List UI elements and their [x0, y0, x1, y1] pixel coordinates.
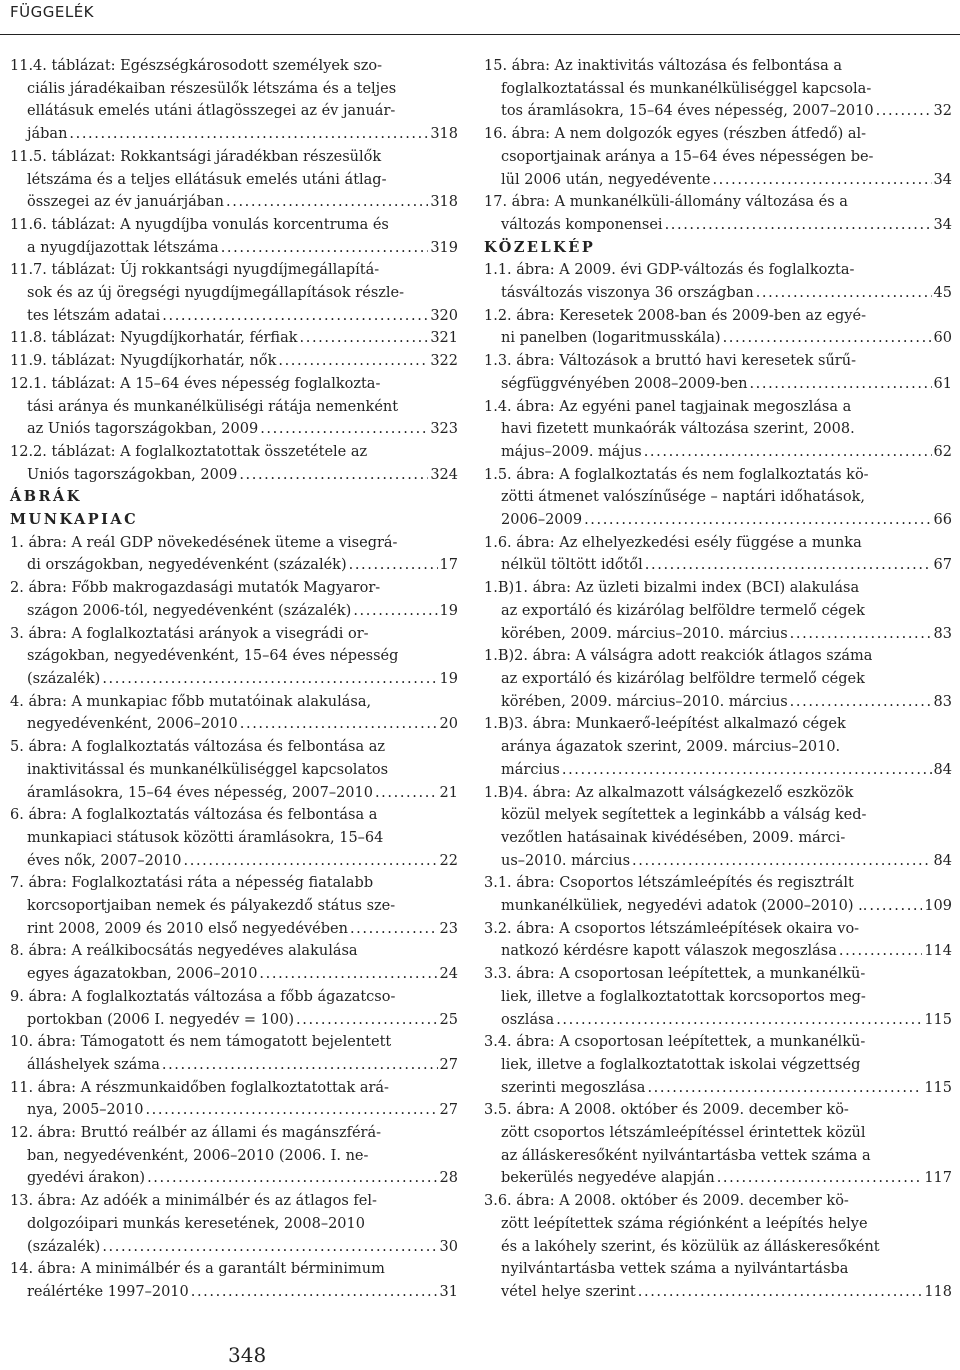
toc-entry-text: az exportáló és kizárólag belföldre termelő cégek	[501, 602, 865, 619]
dot-leader	[638, 1281, 923, 1304]
toc-page-number: 320	[430, 307, 458, 324]
toc-entry[interactable]	[10, 55, 458, 146]
toc-entry[interactable]	[484, 963, 952, 1031]
toc-entry[interactable]	[10, 736, 458, 804]
toc-entry[interactable]	[484, 645, 952, 713]
toc-entry-text: 9. ábra: A foglalkoztatás változása a főbb ágazatcso-	[10, 988, 396, 1005]
toc-entry[interactable]	[484, 1190, 952, 1304]
toc-entry[interactable]	[484, 713, 952, 781]
toc-heading: ÁBRÁK	[10, 488, 82, 506]
toc-page-number: 83	[933, 693, 952, 710]
toc-entry-text: 3.3. ábra: A csoportosan leépítettek, a munkanélkü-	[484, 966, 866, 983]
section-label: FÜGGELÉK	[10, 3, 95, 21]
toc-page-number: 60	[933, 330, 952, 347]
toc-entry-text: 2006–2009	[501, 512, 583, 529]
toc-page-number: 67	[933, 557, 952, 574]
toc-page-number: 324	[430, 466, 458, 483]
toc-entry[interactable]	[10, 940, 458, 985]
toc-page-number: 62	[933, 443, 952, 460]
toc-entry-text: éves nők, 2007–2010	[27, 852, 182, 869]
toc-entry-text: 11.6. táblázat: A nyugdíjba vonulás korcentruma és	[10, 216, 389, 233]
dot-leader	[259, 963, 437, 986]
toc-entry-text: ban, negyedévenként, 2006–2010 (2006. I. ne-	[27, 1147, 369, 1164]
toc-entry-text: jában	[27, 126, 68, 143]
dot-leader	[876, 100, 932, 123]
toc-entry-text: a nyugdíjazottak létszáma	[27, 239, 219, 256]
toc-entry-text: 11.7. táblázat: Új rokkantsági nyugdíjmegállapítá-	[10, 262, 380, 279]
toc-entry[interactable]	[10, 804, 458, 872]
toc-entry-text: liek, illetve a foglalkoztatottak iskolai végzettség	[501, 1056, 861, 1073]
toc-page-number: 19	[439, 602, 458, 619]
toc-entry-text: korcsoportjaiban nemek és pályakezdő státus sze-	[27, 898, 396, 915]
dot-leader	[644, 441, 932, 464]
toc-entry[interactable]	[10, 350, 458, 373]
toc-heading: MUNKAPIAC	[10, 511, 139, 529]
toc-entry-text: 11.5. táblázat: Rokkantsági járadékban részesülők	[10, 148, 382, 165]
toc-entry-text: csoportjainak aránya a 15–64 éves népességen be-	[501, 148, 874, 165]
toc-page-number: 22	[439, 852, 458, 869]
toc-entry-text: 12.2. táblázat: A foglalkoztatottak összetétele az	[10, 443, 368, 460]
toc-entry[interactable]	[10, 441, 458, 486]
toc-page-number: 323	[430, 421, 458, 438]
toc-entry-text: 5. ábra: A foglalkoztatás változása és felbontása az	[10, 739, 385, 756]
toc-entry-text: 15. ábra: Az inaktivitás változása és felbontása a	[484, 58, 842, 74]
toc-entry-text: 1.B)1. ábra: Az üzleti bizalmi index (BCI) alakulása	[484, 580, 860, 597]
dot-leader	[790, 691, 932, 714]
toc-entry-text: 12. ábra: Bruttó reálbér az állami és magánszférá-	[10, 1125, 382, 1142]
toc-entry-text: inaktivitással és munkanélküliséggel kapcsolatos	[27, 761, 389, 778]
toc-entry-text: 1.1. ábra: A 2009. évi GDP-változás és foglalkozta-	[484, 262, 855, 279]
toc-entry-text: tásváltozás viszonya 36 országban	[501, 285, 754, 302]
toc-entry-text: változás komponensei	[501, 216, 663, 233]
toc-page-number: 28	[439, 1170, 458, 1187]
dot-leader	[102, 1236, 437, 1259]
toc-entry[interactable]	[484, 782, 952, 873]
dot-leader	[239, 464, 428, 487]
toc-entry-text: natkozó kérdésre kapott válaszok megoszlása	[501, 943, 837, 960]
toc-page-number: 34	[933, 216, 952, 233]
toc-entry-text: 1.5. ábra: A foglalkoztatás és nem foglalkoztatás kö-	[484, 466, 869, 483]
toc-page-number: 118	[924, 1283, 952, 1300]
toc-page-number: 114	[924, 943, 952, 960]
toc-entry[interactable]	[10, 373, 458, 441]
toc-entry[interactable]	[10, 872, 458, 940]
toc-entry[interactable]	[10, 146, 458, 214]
toc-entry[interactable]	[10, 623, 458, 691]
toc-entry-text: 1.3. ábra: Változások a bruttó havi keresetek sűrű-	[484, 353, 856, 370]
toc-page-number: 83	[933, 625, 952, 642]
toc-page-number: 84	[933, 852, 952, 869]
toc-entry[interactable]	[10, 214, 458, 259]
toc-entry-text: ellátásuk emelés utáni átlagösszegei az év január-	[27, 103, 396, 120]
toc-entry-text: egyes ágazatokban, 2006–2010	[27, 966, 258, 983]
toc-entry-text: közül melyek segítettek a leginkább a válság ked-	[501, 807, 867, 824]
toc-entry-text: nélkül töltött időtől	[501, 557, 643, 574]
toc-entry-text: liek, illetve a foglalkoztatottak korcsoportos meg-	[501, 988, 866, 1005]
dot-leader	[562, 759, 932, 782]
toc-entry[interactable]	[484, 464, 952, 532]
toc-entry-text: tos áramlásokra, 15–64 éves népesség, 2007–2010	[501, 103, 874, 120]
dot-leader	[375, 782, 438, 805]
toc-entry[interactable]	[484, 918, 952, 963]
toc-entry-text: (százalék)	[27, 670, 101, 687]
page-number: 348	[228, 1343, 267, 1367]
dot-leader	[260, 418, 428, 441]
toc-entry-text: munkapiaci státusok közötti áramlásokra, 15–64	[27, 829, 384, 846]
toc-entry-text: 1.B)3. ábra: Munkaerő-leépítést alkalmazó cégek	[484, 716, 846, 733]
toc-entry-text: lül 2006 után, negyedévente	[501, 171, 711, 188]
toc-entry-text: körében, 2009. március–2010. március	[501, 693, 788, 710]
toc-entry-text: 11.8. táblázat: Nyugdíjkorhatár, férfiak	[10, 330, 298, 347]
toc-entry-text: és a lakóhely szerint, és közülük az álláskeresőként	[501, 1238, 880, 1255]
toc-page-number: 27	[439, 1056, 458, 1073]
toc-entry-text: szerinti megoszlása	[501, 1079, 646, 1096]
toc-page-number: 23	[439, 920, 458, 937]
header-rule	[0, 34, 960, 35]
toc-entry[interactable]	[10, 1077, 458, 1122]
dot-leader	[278, 350, 428, 373]
dot-leader	[749, 373, 931, 396]
toc-entry-text: bekerülés negyedéve alapján	[501, 1170, 715, 1187]
toc-page-number: 25	[439, 1011, 458, 1028]
dot-leader	[712, 169, 931, 192]
toc-entry-text: az álláskeresőként nyilvántartásba vettek száma a	[501, 1147, 871, 1164]
toc-entry[interactable]	[10, 1031, 458, 1076]
toc-entry[interactable]	[10, 259, 458, 327]
toc-entry-text: 1.6. ábra: Az elhelyezkedési esély függése a munka	[484, 534, 862, 551]
toc-entry-text: létszáma és a teljes ellátásuk emelés utáni átlag-	[27, 171, 387, 188]
toc-entry-text: 3.4. ábra: A csoportosan leépítettek, a munkanélkü-	[484, 1034, 866, 1051]
toc-entry-text: 16. ábra: A nem dolgozók egyes (részben átfedő) al-	[484, 126, 867, 143]
toc-entry[interactable]	[10, 1258, 458, 1303]
toc-entry-text: tes létszám adatai	[27, 307, 161, 324]
dot-leader	[226, 191, 428, 214]
toc-entry[interactable]	[484, 532, 952, 577]
toc-page-number: 109	[924, 898, 952, 915]
toc-entry-text: 14. ábra: A minimálbér és a garantált bérminimum	[10, 1261, 385, 1278]
toc-entry-text: 17. ábra: A munkanélküli-állomány változása és a	[484, 194, 848, 211]
toc-page-number: 318	[430, 126, 458, 143]
toc-entry-text: 10. ábra: Támogatott és nem támogatott bejelentett	[10, 1034, 392, 1051]
toc-page-number: 84	[933, 761, 952, 778]
toc-entry[interactable]	[484, 577, 952, 645]
dot-leader	[296, 1009, 438, 1032]
toc-entry-text: az exportáló és kizárólag belföldre termelő cégek	[501, 670, 865, 687]
toc-entry[interactable]	[10, 1190, 458, 1258]
toc-page-number: 21	[439, 784, 458, 801]
dot-leader	[584, 509, 931, 532]
toc-entry-text: 3.1. ábra: Csoportos létszámleépítés és regisztrált	[484, 875, 854, 892]
toc-page-number: 19	[439, 670, 458, 687]
toc-entry-text: 1. ábra: A reál GDP növekedésének üteme a visegrá-	[10, 534, 398, 551]
toc-heading: KÖZELKÉP	[484, 238, 596, 256]
toc-entry-text: 12.1. táblázat: A 15–64 éves népesség foglalkozta-	[10, 375, 381, 392]
toc-page-number: 24	[439, 966, 458, 983]
toc-entry[interactable]	[484, 872, 952, 917]
toc-entry[interactable]	[484, 350, 952, 395]
toc-entry[interactable]	[484, 191, 952, 236]
toc-entry-text: 1.B)2. ábra: A válságra adott reakciók átlagos száma	[484, 648, 873, 665]
toc-entry-text: Uniós tagországokban, 2009	[27, 466, 238, 483]
toc-entry[interactable]	[484, 1099, 952, 1190]
toc-entry-text: szágon 2006-tól, negyedévenként (százalék)	[27, 602, 352, 619]
toc-entry[interactable]	[10, 532, 458, 577]
toc-entry-text: nya, 2005–2010	[27, 1102, 144, 1119]
dot-leader	[353, 600, 437, 623]
toc-entry-text: munkanélküliek, negyedévi adatok (2000–2010) ..	[501, 898, 868, 915]
dot-leader	[162, 1054, 438, 1077]
toc-entry-text: portokban (2006 I. negyedév = 100)	[27, 1011, 295, 1028]
toc-page-number: 31	[439, 1283, 458, 1300]
toc-page-number: 45	[933, 285, 952, 302]
dot-leader	[717, 1167, 923, 1190]
dot-leader	[756, 282, 932, 305]
toc-entry-text: zött csoportos létszámleépítéssel érintettek közül	[501, 1125, 866, 1142]
toc-page-number: 27	[439, 1102, 458, 1119]
toc-entry-text: 11.4. táblázat: Egészségkárosodott személyek szo-	[10, 58, 383, 74]
toc-entry-text: negyedévenként, 2006–2010	[27, 716, 238, 733]
toc-entry-text: május–2009. május	[501, 443, 642, 460]
dot-leader	[145, 1099, 437, 1122]
toc-page-number: 34	[933, 171, 952, 188]
dot-leader	[723, 327, 932, 350]
toc-page-number: 30	[439, 1238, 458, 1255]
toc-entry-text: rint 2008, 2009 és 2010 első negyedévében	[27, 920, 348, 937]
dot-leader	[147, 1167, 437, 1190]
toc-entry[interactable]	[484, 396, 952, 464]
dot-leader	[665, 214, 932, 237]
dot-leader	[300, 327, 429, 350]
toc-entry[interactable]	[10, 691, 458, 736]
toc-entry-text: 1.4. ábra: Az egyéni panel tagjainak megoszlása a	[484, 398, 852, 415]
toc-entry-text: 3.6. ábra: A 2008. október és 2009. december kö-	[484, 1193, 849, 1210]
dot-leader	[162, 305, 428, 328]
toc-entry-text: ségfüggvényében 2008–2009-ben	[501, 375, 748, 392]
toc-page-number: 32	[933, 103, 952, 120]
dot-leader	[102, 668, 437, 691]
toc-entry-text: oszlása	[501, 1011, 555, 1028]
toc-entry-text: ciális járadékaiban részesülők létszáma és a teljes	[27, 80, 397, 97]
toc-entry-text: körében, 2009. március–2010. március	[501, 625, 788, 642]
dot-leader	[839, 940, 922, 963]
toc-entry-text: reálértéke 1997–2010	[27, 1283, 189, 1300]
toc-page-number: 319	[430, 239, 458, 256]
toc-entry-text: zötti átmenet valószínűsége – naptári időhatások,	[501, 489, 865, 506]
toc-entry-text: nyilvántartásba vettek száma a nyilvántartásba	[501, 1261, 849, 1278]
toc-entry[interactable]	[484, 55, 952, 123]
toc-entry-text: sok és az új öregségi nyugdíjmegállapítások részle-	[27, 285, 405, 302]
toc-entry[interactable]	[484, 1031, 952, 1099]
toc-entry-text: aránya ágazatok szerint, 2009. március–2010.	[501, 739, 841, 756]
toc-entry[interactable]	[484, 123, 952, 191]
toc-entry-text: 8. ábra: A reálkibocsátás negyedéves alakulása	[10, 943, 358, 960]
toc-entry[interactable]	[10, 327, 458, 350]
toc-entry-text: 1.2. ábra: Keresetek 2008-ban és 2009-ben az egyé-	[484, 307, 866, 324]
toc-entry-text: 13. ábra: Az adóék a minimálbér és az átlagos fel-	[10, 1193, 377, 1210]
toc-right-column	[484, 55, 952, 1304]
toc-entry-text: foglalkoztatással és munkanélküliséggel kapcsola-	[501, 80, 872, 97]
toc-page-number: 321	[430, 330, 458, 347]
dot-leader	[869, 895, 922, 918]
toc-page-number: 66	[933, 512, 952, 529]
toc-entry-text: 3. ábra: A foglalkoztatási arányok a visegrádi or-	[10, 625, 369, 642]
dot-leader	[645, 554, 932, 577]
toc-entry[interactable]	[484, 305, 952, 350]
dot-leader	[350, 918, 438, 941]
dot-leader	[632, 850, 932, 873]
dot-leader	[191, 1281, 438, 1304]
dot-leader	[556, 1009, 922, 1032]
dot-leader	[647, 1077, 922, 1100]
toc-entry-text: 1.B)4. ábra: Az alkalmazott válságkezelő eszközök	[484, 784, 854, 801]
toc-page-number: 318	[430, 194, 458, 211]
dot-leader	[349, 554, 438, 577]
toc-entry-text: 6. ábra: A foglalkoztatás változása és felbontása a	[10, 807, 378, 824]
toc-entry-text: összegei az év januárjában	[27, 194, 225, 211]
toc-entry-text: 11.9. táblázat: Nyugdíjkorhatár, nők	[10, 353, 277, 370]
toc-entry-text: az Uniós tagországokban, 2009	[27, 421, 259, 438]
toc-entry-text: us–2010. március	[501, 852, 631, 869]
toc-entry-text: havi fizetett munkaórák változása szerint, 2008.	[501, 421, 855, 438]
toc-entry-text: ni panelben (logaritmusskála)	[501, 330, 721, 347]
toc-entry[interactable]	[10, 577, 458, 622]
toc-entry-text: áramlásokra, 15–64 éves népesség, 2007–2010	[27, 784, 373, 801]
toc-entry-text: álláshelyek száma	[27, 1056, 160, 1073]
toc-entry-text: 4. ábra: A munkapiac főbb mutatóinak alakulása,	[10, 693, 372, 710]
toc-page-number: 20	[439, 716, 458, 733]
toc-entry-text: vezőtlen hatásainak kivédésében, 2009. márci-	[501, 829, 846, 846]
dot-leader	[790, 623, 932, 646]
toc-page-number: 17	[439, 557, 458, 574]
toc-entry-text: szágokban, negyedévenként, 15–64 éves népesség	[27, 648, 399, 665]
toc-entry[interactable]	[10, 1122, 458, 1190]
toc-entry-text: dolgozóipari munkás keresetének, 2008–2010	[27, 1215, 365, 1232]
toc-entry-text: március	[501, 761, 560, 778]
toc-page-number: 61	[933, 375, 952, 392]
toc-entry-text: 3.5. ábra: A 2008. október és 2009. december kö-	[484, 1102, 849, 1119]
dot-leader	[240, 713, 438, 736]
toc-entry-text: 2. ábra: Főbb makrogazdasági mutatók Magyaror-	[10, 580, 381, 597]
toc-entry-text: di országokban, negyedévenként (százalék)	[27, 557, 347, 574]
toc-page-number: 115	[924, 1079, 952, 1096]
dot-leader	[69, 123, 428, 146]
toc-entry-text: 3.2. ábra: A csoportos létszámleépítések okaira vo-	[484, 920, 860, 937]
toc-page-number: 115	[924, 1011, 952, 1028]
toc-entry-text: zött leépítettek száma régiónként a leépítés helye	[501, 1215, 868, 1232]
toc-left-column	[10, 55, 458, 1304]
toc-entry-text: vétel helye szerint	[501, 1283, 636, 1300]
toc-entry[interactable]	[10, 986, 458, 1031]
dot-leader	[221, 237, 429, 260]
toc-entry-text: 11. ábra: A részmunkaidőben foglalkoztatottak ará-	[10, 1079, 389, 1096]
dot-leader	[184, 850, 438, 873]
toc-page-number: 322	[430, 353, 458, 370]
toc-entry-text: (százalék)	[27, 1238, 101, 1255]
toc-entry-text: tási aránya és munkanélküliségi rátája nemenként	[27, 398, 399, 415]
toc-entry[interactable]	[484, 259, 952, 304]
toc-entry-text: gyedévi árakon)	[27, 1170, 146, 1187]
toc-entry-text: 7. ábra: Foglalkoztatási ráta a népesség fiatalabb	[10, 875, 374, 892]
toc-page-number: 117	[924, 1170, 952, 1187]
